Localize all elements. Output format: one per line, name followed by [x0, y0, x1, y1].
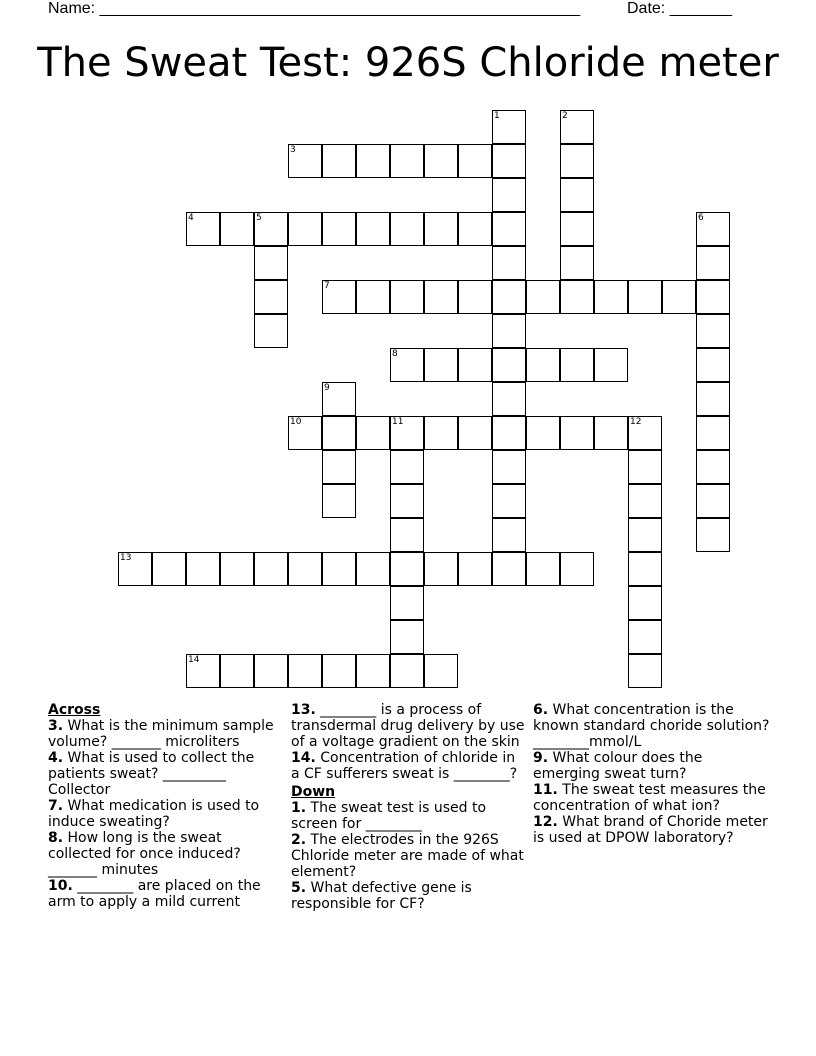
date-field-label: Date: _______ — [627, 0, 732, 17]
clue-down-6: 6. What concentration is the known standard choride solution? ________mmol/L — [533, 702, 770, 750]
grid-cell[interactable] — [560, 246, 594, 280]
grid-cell[interactable] — [390, 552, 424, 586]
grid-cell[interactable] — [254, 654, 288, 688]
grid-cell[interactable] — [696, 450, 730, 484]
across-heading: Across — [48, 702, 101, 718]
grid-cell[interactable] — [492, 484, 526, 518]
grid-cell[interactable] — [356, 552, 390, 586]
grid-cell[interactable] — [220, 212, 254, 246]
grid-cell[interactable] — [424, 416, 458, 450]
grid-cell[interactable] — [424, 212, 458, 246]
clue-down-1: 1. The sweat test is used to screen for ________ — [291, 800, 487, 832]
grid-cell[interactable] — [492, 552, 526, 586]
clues-column-3 — [533, 702, 773, 846]
grid-cell[interactable] — [492, 348, 526, 382]
grid-cell[interactable] — [526, 280, 560, 314]
grid-clue-number: 4 — [188, 213, 194, 223]
grid-cell[interactable] — [220, 654, 254, 688]
grid-cell[interactable] — [628, 280, 662, 314]
grid-clue-number: 6 — [698, 213, 704, 223]
clue-across-8: 8. How long is the sweat collected for once induced? _______ minutes — [48, 830, 241, 878]
grid-cell[interactable] — [356, 416, 390, 450]
grid-cell[interactable] — [458, 212, 492, 246]
grid-cell[interactable] — [356, 280, 390, 314]
grid-cell[interactable] — [696, 382, 730, 416]
grid-clue-number: 11 — [392, 417, 404, 427]
grid-cell[interactable] — [594, 348, 628, 382]
grid-cell[interactable] — [492, 518, 526, 552]
grid-cell[interactable] — [458, 280, 492, 314]
grid-cell[interactable] — [492, 212, 526, 246]
grid-cell[interactable] — [492, 416, 526, 450]
grid-cell[interactable] — [356, 654, 390, 688]
grid-clue-number: 1 — [494, 111, 500, 121]
clue-across-3: 3. What is the minimum sample volume? _______ microliters — [48, 718, 274, 750]
grid-cell[interactable] — [628, 552, 662, 586]
grid-cell[interactable] — [696, 314, 730, 348]
grid-cell[interactable] — [696, 416, 730, 450]
grid-cell[interactable] — [458, 144, 492, 178]
grid-cell[interactable] — [662, 280, 696, 314]
grid-cell[interactable] — [560, 144, 594, 178]
grid-clue-number: 13 — [120, 553, 132, 563]
grid-clue-number: 5 — [256, 213, 262, 223]
grid-cell[interactable] — [254, 280, 288, 314]
grid-cell[interactable] — [356, 212, 390, 246]
grid-cell[interactable] — [322, 484, 356, 518]
grid-cell[interactable] — [594, 416, 628, 450]
clue-across-14: 14. Concentration of chloride in a CF sufferers sweat is ________? — [291, 750, 518, 782]
grid-clue-number: 9 — [324, 383, 330, 393]
grid-cell[interactable] — [390, 586, 424, 620]
grid-cell[interactable] — [288, 552, 322, 586]
clues-column-1 — [48, 702, 284, 910]
grid-cell[interactable] — [220, 552, 254, 586]
clue-down-5: 5. What defective gene is responsible for CF? — [291, 880, 472, 912]
grid-cell[interactable] — [696, 484, 730, 518]
grid-cell[interactable] — [288, 212, 322, 246]
grid-clue-number: 2 — [562, 111, 568, 121]
grid-cell[interactable] — [560, 178, 594, 212]
grid-cell[interactable] — [628, 450, 662, 484]
name-field-label: Name: ______________________________________________________ — [48, 0, 581, 17]
grid-cell[interactable] — [492, 246, 526, 280]
grid-clue-number: 14 — [188, 655, 200, 665]
grid-cell[interactable] — [322, 212, 356, 246]
grid-cell[interactable] — [458, 552, 492, 586]
grid-clue-number: 10 — [290, 417, 302, 427]
grid-cell[interactable] — [492, 144, 526, 178]
grid-cell[interactable] — [390, 212, 424, 246]
down-heading: Down — [291, 784, 336, 800]
clues-column-2 — [291, 702, 527, 912]
grid-cell[interactable] — [390, 620, 424, 654]
grid-cell[interactable] — [458, 416, 492, 450]
grid-clue-number: 12 — [630, 417, 642, 427]
grid-clue-number: 7 — [324, 281, 330, 291]
grid-clue-number: 8 — [392, 349, 398, 359]
grid-cell[interactable] — [424, 144, 458, 178]
clue-across-7: 7. What medication is used to induce sweating? — [48, 798, 260, 830]
grid-cell[interactable] — [492, 178, 526, 212]
grid-cell[interactable] — [696, 246, 730, 280]
grid-cell[interactable] — [390, 144, 424, 178]
grid-cell[interactable] — [492, 280, 526, 314]
grid-cell[interactable] — [628, 518, 662, 552]
grid-cell[interactable] — [288, 654, 322, 688]
grid-cell[interactable] — [492, 314, 526, 348]
grid-cell[interactable] — [696, 280, 730, 314]
grid-cell[interactable] — [322, 416, 356, 450]
grid-cell[interactable] — [696, 518, 730, 552]
grid-cell[interactable] — [526, 552, 560, 586]
grid-cell[interactable] — [152, 552, 186, 586]
grid-cell[interactable] — [356, 144, 390, 178]
grid-cell[interactable] — [254, 246, 288, 280]
grid-cell[interactable] — [390, 484, 424, 518]
grid-cell[interactable] — [628, 484, 662, 518]
grid-cell[interactable] — [254, 314, 288, 348]
grid-cell[interactable] — [560, 416, 594, 450]
grid-cell[interactable] — [492, 450, 526, 484]
clue-down-11: 11. The sweat test measures the concentration of what ion? — [533, 782, 766, 814]
grid-cell[interactable] — [424, 654, 458, 688]
clue-across-10: 10. ________ are placed on the arm to apply a mild current — [48, 878, 261, 910]
grid-cell[interactable] — [424, 552, 458, 586]
grid-cell[interactable] — [322, 450, 356, 484]
grid-cell[interactable] — [628, 654, 662, 688]
grid-cell[interactable] — [594, 280, 628, 314]
grid-cell[interactable] — [186, 552, 220, 586]
grid-cell[interactable] — [254, 552, 288, 586]
grid-cell[interactable] — [526, 348, 560, 382]
grid-cell[interactable] — [526, 416, 560, 450]
clue-across-13: 13. ________ is a process of transdermal drug delivery by use of a voltage gradient on the skin — [291, 702, 525, 750]
grid-cell[interactable] — [322, 144, 356, 178]
grid-cell[interactable] — [390, 654, 424, 688]
grid-cell[interactable] — [492, 382, 526, 416]
grid-cell[interactable] — [322, 552, 356, 586]
grid-cell[interactable] — [322, 654, 356, 688]
clue-across-4: 4. What is used to collect the patients sweat? _________ Collector — [48, 750, 255, 798]
clue-down-2: 2. The electrodes in the 926S Chloride meter are made of what element? — [291, 832, 524, 880]
grid-cell[interactable] — [424, 348, 458, 382]
page-title: The Sweat Test: 926S Chloride meter — [37, 40, 779, 86]
grid-cell[interactable] — [424, 280, 458, 314]
grid-cell[interactable] — [560, 280, 594, 314]
grid-cell[interactable] — [390, 450, 424, 484]
grid-cell[interactable] — [458, 348, 492, 382]
grid-clue-number: 3 — [290, 145, 296, 155]
grid-cell[interactable] — [560, 348, 594, 382]
clue-down-12: 12. What brand of Choride meter is used at DPOW laboratory? — [533, 814, 768, 846]
grid-cell[interactable] — [560, 552, 594, 586]
grid-cell[interactable] — [390, 518, 424, 552]
clue-down-9: 9. What colour does the emerging sweat turn? — [533, 750, 703, 782]
grid-cell[interactable] — [560, 212, 594, 246]
grid-cell[interactable] — [628, 620, 662, 654]
grid-cell[interactable] — [628, 586, 662, 620]
grid-cell[interactable] — [696, 348, 730, 382]
grid-cell[interactable] — [390, 280, 424, 314]
